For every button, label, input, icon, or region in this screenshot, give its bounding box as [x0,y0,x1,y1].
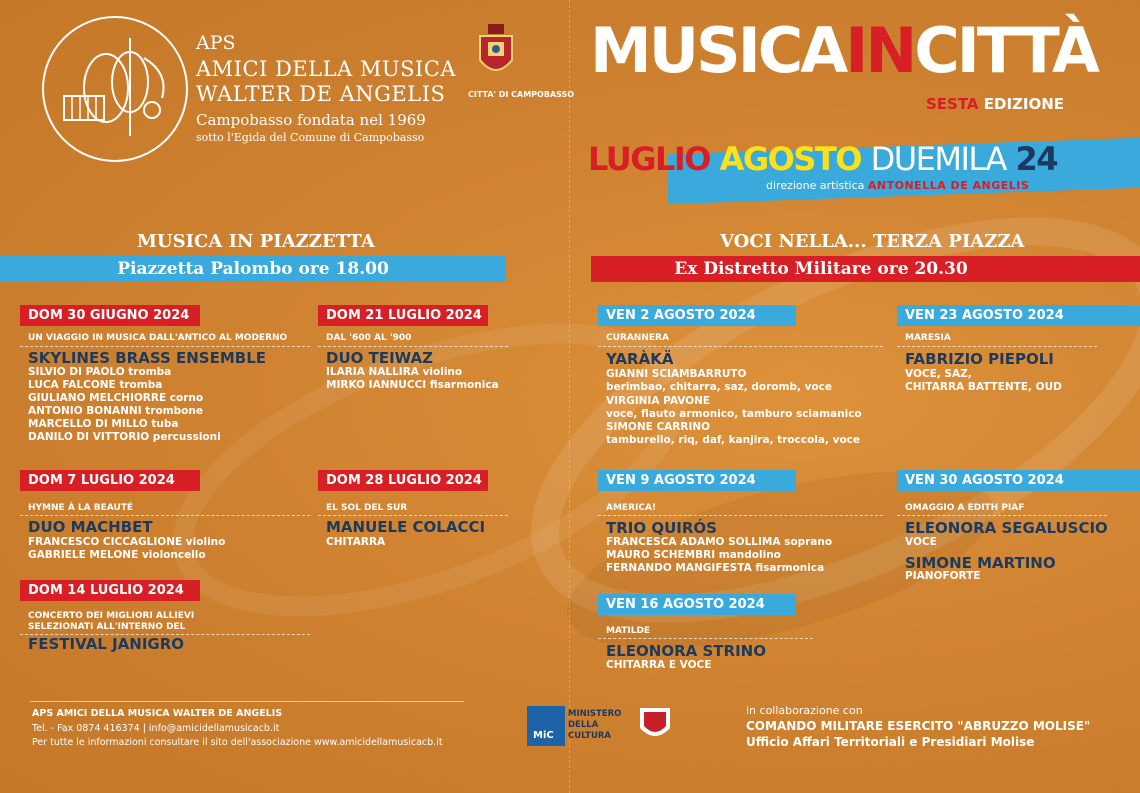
fold-line [569,0,570,793]
member: VOCE, SAZ, [905,368,972,380]
divider [598,515,883,516]
footer-info: Per tutte le informazioni consultare il sito dell'associazione www.amicidellamusicacb.it [32,737,443,748]
left-section-title: MUSICA IN PIAZZETTA [137,231,375,252]
event-act-eleonora-strino: ELEONORA STRINO [606,642,766,660]
member: GIULIANO MELCHIORRE corno [28,392,204,404]
event-subtitle: CURANNERA [606,333,669,343]
association-logo [42,16,188,162]
edition-word: EDIZIONE [983,95,1065,113]
event-act-skylines: SKYLINES BRASS ENSEMBLE [28,349,267,367]
event-date-28-luglio: DOM 28 LUGLIO 2024 [318,470,488,491]
divider [318,515,508,516]
event-date-16-agosto: VEN 16 AGOSTO 2024 [598,594,796,615]
event-date-30-agosto: VEN 30 AGOSTO 2024 [897,470,1140,491]
director-name: ANTONELLA DE ANGELIS [867,179,1030,192]
direction-label: direzione artistica [766,179,865,192]
event-subtitle: CONCERTO DEI MIGLIORI ALLIEVI [28,611,195,621]
footer-org: APS AMICI DELLA MUSICA WALTER DE ANGELIS [32,708,283,719]
event-act-duo-machbet: DUO MACHBET [28,518,153,536]
event-date-23-agosto: VEN 23 AGOSTO 2024 [897,305,1140,326]
member: LUCA FALCONE tromba [28,379,163,391]
member: SILVIO DI PAOLO tromba [28,366,172,378]
divider [897,515,1107,516]
title-part-musica: MUSICA [590,14,846,87]
event-act-manuele-colacci: MANUELE COLACCI [326,518,486,536]
right-venue: Ex Distretto Militare ore 20.30 [674,259,968,279]
edition-sesta: SESTA [926,95,979,113]
event-subtitle: MATILDE [606,626,651,636]
ministry-line1: MINISTERO [568,709,622,719]
divider [897,346,1097,347]
ministry-line3: CULTURA [568,731,611,741]
event-date-14-luglio: DOM 14 LUGLIO 2024 [20,580,200,601]
event-act-trio-quiros: TRIO QUIRÓS [606,519,717,537]
divider [20,346,310,347]
mic-logo-icon [527,706,565,746]
member: ANTONIO BONANNI trombone [28,405,203,417]
year-number: 24 [1015,140,1058,178]
event-date-2-agosto: VEN 2 AGOSTO 2024 [598,305,796,326]
member: FRANCESCA ADAMO SOLLIMA soprano [606,536,833,548]
member: VIRGINIA PAVONE [606,395,711,407]
date-banner [588,140,1057,178]
event-act-duo-teiwaz: DUO TEIWAZ [326,349,434,367]
aps-label: APS [196,32,236,54]
member: MAURO SCHEMBRI mandolino [606,549,781,561]
member: VOCE [905,536,937,548]
left-venue: Piazzetta Palombo ore 18.00 [117,259,389,279]
member: PIANOFORTE [905,570,981,582]
event-act-simone-martino: SIMONE MARTINO [905,554,1056,572]
collab-command: COMANDO MILITARE ESERCITO "ABRUZZO MOLISE" [746,719,1091,733]
event-subtitle: DAL '600 AL '900 [326,333,412,343]
divider [318,346,508,347]
title-part-citta: CITTÀ [914,14,1097,87]
member: SIMONE CARRINO [606,421,711,433]
member-role: voce, flauto armonico, tamburo sciamanico [606,408,862,420]
month-agosto: AGOSTO [719,140,861,178]
year-word: DUEMILA [870,140,1006,178]
member: FRANCESCO CICCAGLIONE violino [28,536,226,548]
org-name-line1: AMICI DELLA MUSICA [196,57,457,81]
event-subtitle: UN VIAGGIO IN MUSICA DALL'ANTICO AL MODERNO [28,333,288,343]
event-subtitle: OMAGGIO A EDITH PIAF [905,503,1025,513]
month-luglio: LUGLIO [588,140,710,178]
festival-title [590,14,1097,87]
member: FERNANDO MANGIFESTA fisarmonica [606,562,825,574]
member: CHITARRA BATTENTE, OUD [905,381,1062,393]
event-act-festival-janigro: FESTIVAL JANIGRO [28,635,185,653]
event-subtitle: HYMNE À LA BEAUTÉ [28,503,134,513]
member: CHITARRA [326,536,386,548]
member-role: berimbao, chitarra, saz, doromb, voce [606,381,833,393]
event-subtitle: EL SOL DEL SUR [326,503,408,513]
collab-office: Ufficio Affari Territoriali e Presidiari Molise [746,735,1035,749]
title-part-in: IN [845,14,915,87]
city-label: CITTA' DI CAMPOBASSO [468,90,575,99]
member: MIRKO IANNUCCI fisarmonica [326,379,499,391]
right-section-title: VOCI NELLA... TERZA PIAZZA [720,231,1025,252]
mic-abbr: MiC [533,730,554,741]
founded-text: Campobasso fondata nel 1969 [196,111,426,129]
event-act-yaraka: YARÀKÄ [606,350,674,368]
instruments-icon [44,18,186,160]
org-name-line2: WALTER DE ANGELIS [196,82,446,106]
edition-label [926,95,1064,113]
ministry-line2: DELLA [568,720,599,730]
footer-contact: Tel. - Fax 0874 416374 | info@amicidellamusicacb.it [32,723,280,734]
member: GABRIELE MELONE violoncello [28,549,206,561]
event-subtitle: AMERICA! [606,503,657,513]
member: GIANNI SCIAMBARRUTO [606,368,747,380]
army-shield-icon [638,706,672,744]
egida-text: sotto l'Egida del Comune di Campobasso [196,131,425,144]
event-date-9-agosto: VEN 9 AGOSTO 2024 [598,470,796,491]
divider [598,638,813,639]
event-date-30-giugno: DOM 30 GIUGNO 2024 [20,305,200,326]
event-subtitle: MARESIA [905,333,951,343]
member-role: tamburello, riq, daf, kanjira, troccola, voce [606,434,861,446]
member: DANILO DI VITTORIO percussioni [28,431,221,443]
event-subtitle-2: SELEZIONATI ALL'INTERNO DEL [28,622,186,632]
city-crest-icon [474,22,518,84]
member: MARCELLO DI MILLO tuba [28,418,179,430]
event-date-7-luglio: DOM 7 LUGLIO 2024 [20,470,200,491]
divider [598,346,883,347]
event-act-fabrizio-piepoli: FABRIZIO PIEPOLI [905,350,1054,368]
member: CHITARRA E VOCE [606,659,712,671]
footer-rule [30,701,464,702]
event-date-21-luglio: DOM 21 LUGLIO 2024 [318,305,488,326]
collab-label: in collaborazione con [746,704,863,717]
divider [20,515,310,516]
event-act-eleonora-segaluscio: ELEONORA SEGALUSCIO [905,519,1108,537]
member: ILARIA NALLIRA violino [326,366,463,378]
artistic-direction [766,179,1029,192]
